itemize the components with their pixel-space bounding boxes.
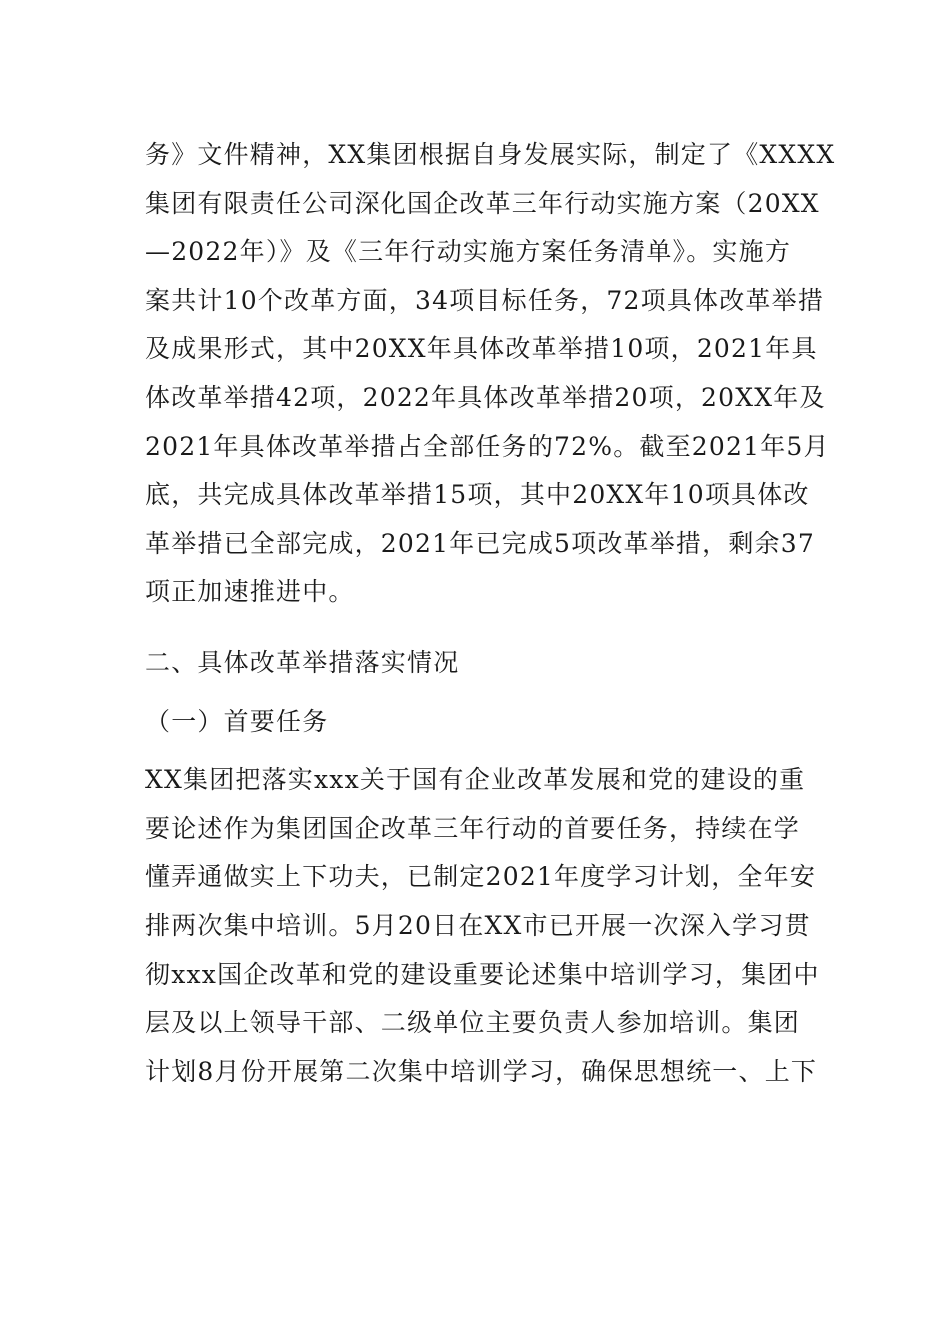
text-line: 层及以上领导干部、二级单位主要负责人参加培训。集团 — [145, 1008, 801, 1038]
body-paragraph-primary-task — [145, 756, 820, 1096]
text-line: 计划8月份开展第二次集中培训学习，确保思想统一、上下 — [145, 1056, 818, 1086]
text-line: 及成果形式，其中20XX年具体改革举措10项，2021年具 — [145, 334, 818, 364]
text-line: —2022年）》及《三年行动实施方案任务清单》。实施方 — [145, 237, 792, 267]
text-line: 案共计10个改革方面，34项目标任务，72项具体改革举措 — [145, 285, 825, 315]
text-line: 排两次集中培训。5月20日在XX市已开展一次深入学习贯 — [145, 910, 811, 940]
text-line: 2021年具体改革举措占全部任务的72%。截至2021年5月 — [145, 431, 830, 461]
text-line: 项正加速推进中。 — [145, 577, 355, 607]
text-line: 集团有限责任公司深化国企改革三年行动实施方案（20XX — [145, 188, 820, 218]
text-line: 彻xxx国企改革和党的建设重要论述集中培训学习，集团中 — [145, 959, 820, 989]
text-line: XX集团把落实xxx关于国有企业改革发展和党的建设的重 — [145, 765, 806, 795]
section-heading: 二、具体改革举措落实情况 — [145, 647, 460, 677]
subsection-heading: （一）首要任务 — [145, 706, 329, 736]
text-line: 底，共完成具体改革举措15项，其中20XX年10项具体改 — [145, 480, 810, 510]
text-line: 革举措已全部完成，2021年已完成5项改革举措，剩余37 — [145, 528, 815, 558]
text-line: 体改革举措42项，2022年具体改革举措20项，20XX年及 — [145, 382, 826, 412]
text-line: 要论述作为集团国企改革三年行动的首要任务，持续在学 — [145, 813, 801, 843]
body-paragraph-reform-overview — [145, 131, 836, 617]
text-line: 务》文件精神，XX集团根据自身发展实际，制定了《XXXX — [145, 140, 836, 169]
text-line: 懂弄通做实上下功夫，已制定2021年度学习计划，全年安 — [145, 862, 817, 892]
